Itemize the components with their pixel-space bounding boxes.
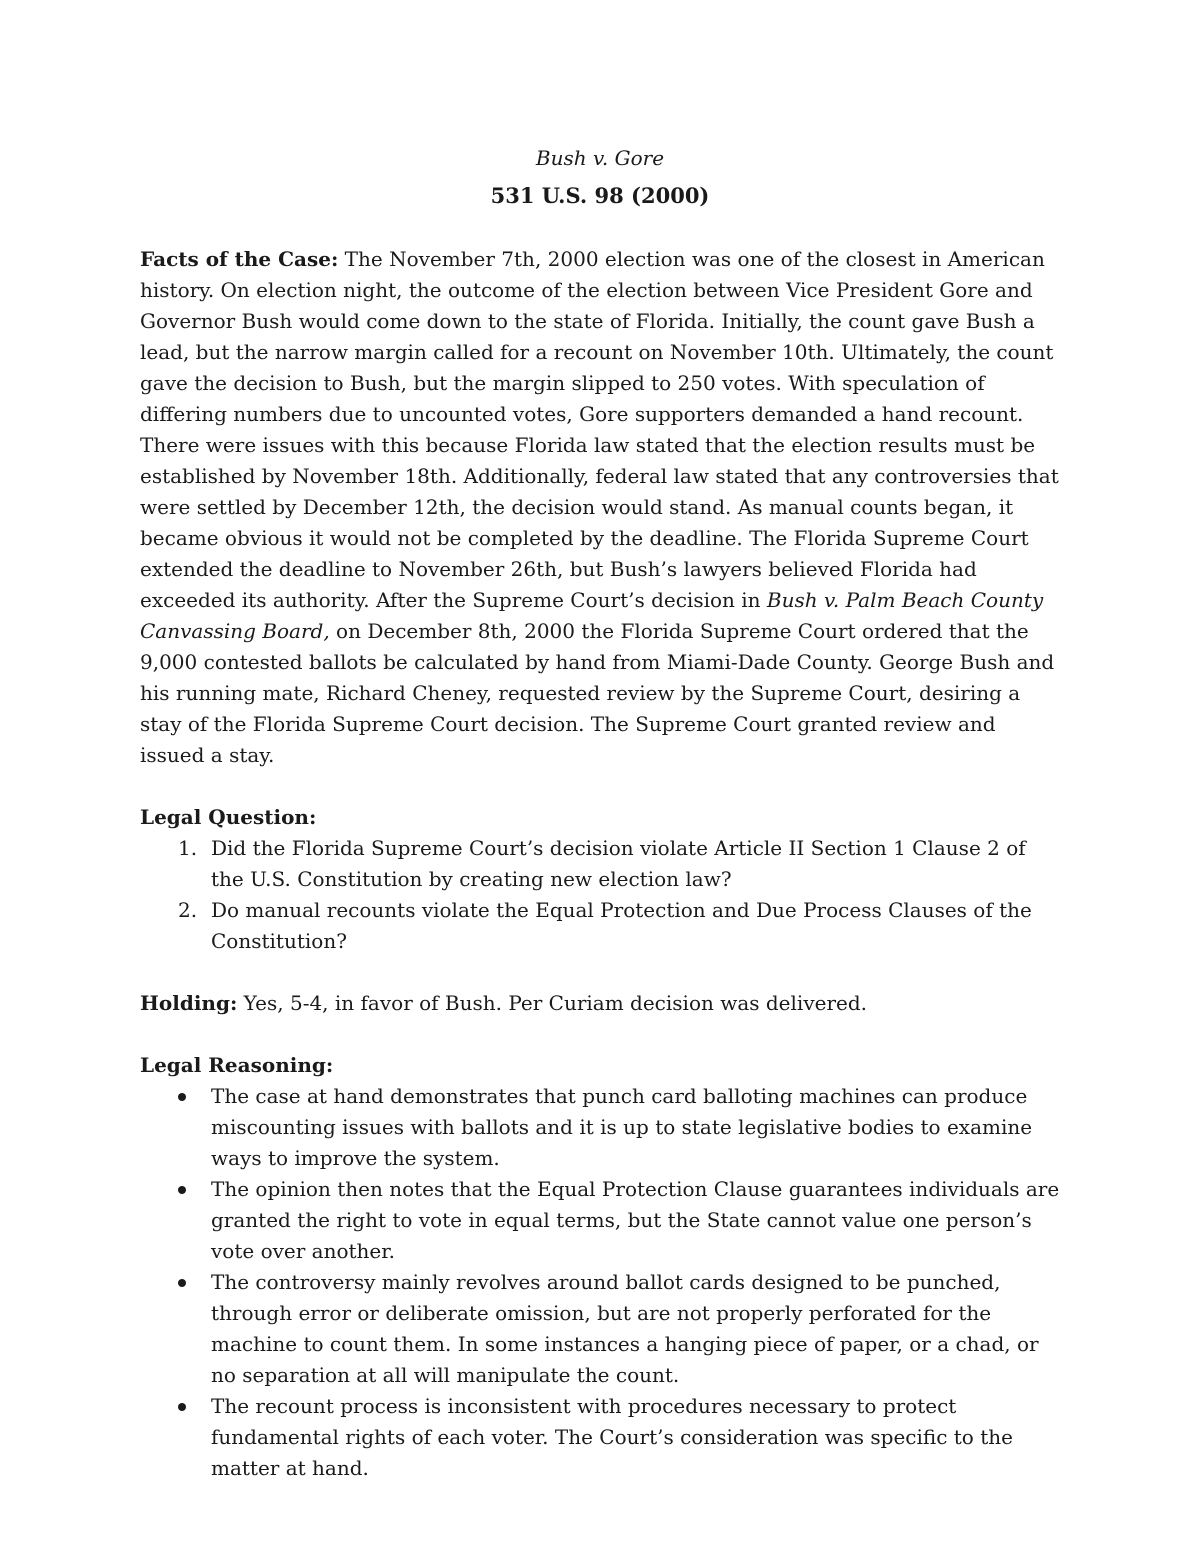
legal-reasoning-item xyxy=(140,1391,1060,1484)
holding-label: Holding: xyxy=(140,991,238,1015)
spacer xyxy=(140,957,1060,988)
legal-question-list xyxy=(140,833,1060,957)
legal-reasoning-list xyxy=(140,1081,1060,1484)
legal-question-heading: Legal Question: xyxy=(140,805,317,829)
bullet-icon xyxy=(178,1186,186,1194)
facts-label: Facts of the Case: xyxy=(140,247,339,271)
spacer xyxy=(140,771,1060,802)
case-citation: 531 U.S. 98 (2000) xyxy=(490,183,710,208)
legal-reasoning-heading: Legal Reasoning: xyxy=(140,1053,334,1077)
list-number: 2. xyxy=(178,898,198,922)
legal-reasoning-item xyxy=(140,1267,1060,1391)
legal-question-text: Do manual recounts violate the Equal Protection and Due Process Clauses of the Constitution? xyxy=(211,898,1032,953)
legal-question-text: Did the Florida Supreme Court’s decision violate Article II Section 1 Clause 2 of the U.S. Constitution by creating new election law? xyxy=(211,836,1026,891)
bullet-icon xyxy=(178,1279,186,1287)
case-title: Bush v. Gore xyxy=(535,146,665,170)
bullet-icon xyxy=(178,1093,186,1101)
facts-text-part1: The November 7th, 2000 election was one of the closest in American history. On election night, the outcome of the election between Vice President Gore and Governor Bush would come down to the state of Florida. Initially, the count gave Bush a lead, but the narrow margin called for a recount on November 10th. Ultimately, the count gave the decision to Bush, but the margin slipped to 250 votes. With speculation of differing numbers due to uncounted votes, Gore supporters demanded a hand recount. There were issues with this because Florida law stated that the election results must be established by November 18th. Additionally, federal law stated that any controversies that were settled by December 12th, the decision would stand. As manual counts began, it became obvious it would not be completed by the deadline. The Florida Supreme Court extended the deadline to November 26th, but Bush’s lawyers believed Florida had exceeded its authority. After the Supreme Court’s decision in xyxy=(140,247,1059,612)
legal-reasoning-text: The controversy mainly revolves around ballot cards designed to be punched, through error or deliberate omission, but are not properly perforated for the machine to count them. In some instances a hanging piece of paper, or a chad, or no separation at all will manipulate the count. xyxy=(211,1270,1039,1387)
holding-text: Yes, 5-4, in favor of Bush. Per Curiam decision was delivered. xyxy=(237,991,868,1015)
legal-reasoning-text: The recount process is inconsistent with procedures necessary to protect fundamental rights of each voter. The Court’s consideration was specific to the matter at hand. xyxy=(211,1394,1013,1480)
facts-paragraph xyxy=(140,244,1060,771)
case-reference: Bush v. Palm Beach County Canvassing Board, xyxy=(140,588,1044,643)
document-page xyxy=(140,142,1060,1484)
facts-text-part2: on December 8th, 2000 the Florida Supreme Court ordered that the 9,000 contested ballots be calculated by hand from Miami-Dade County. George Bush and his running mate, Richard Cheney, requested review by the Supreme Court, desiring a stay of the Florida Supreme Court decision. The Supreme Court granted review and issued a stay. xyxy=(140,619,1055,767)
legal-reasoning-item xyxy=(140,1174,1060,1267)
legal-reasoning-text: The opinion then notes that the Equal Protection Clause guarantees individuals are granted the right to vote in equal terms, but the State cannot value one person’s vote over another. xyxy=(211,1177,1060,1263)
legal-question-item xyxy=(140,833,1060,895)
holding-paragraph xyxy=(140,988,1060,1019)
bullet-icon xyxy=(178,1403,186,1411)
spacer xyxy=(140,1019,1060,1050)
legal-reasoning-item xyxy=(140,1081,1060,1174)
legal-reasoning-text: The case at hand demonstrates that punch card balloting machines can produce miscounting issues with ballots and it is up to state legislative bodies to examine ways to improve the system. xyxy=(211,1084,1033,1170)
list-number: 1. xyxy=(178,836,198,860)
legal-question-item xyxy=(140,895,1060,957)
